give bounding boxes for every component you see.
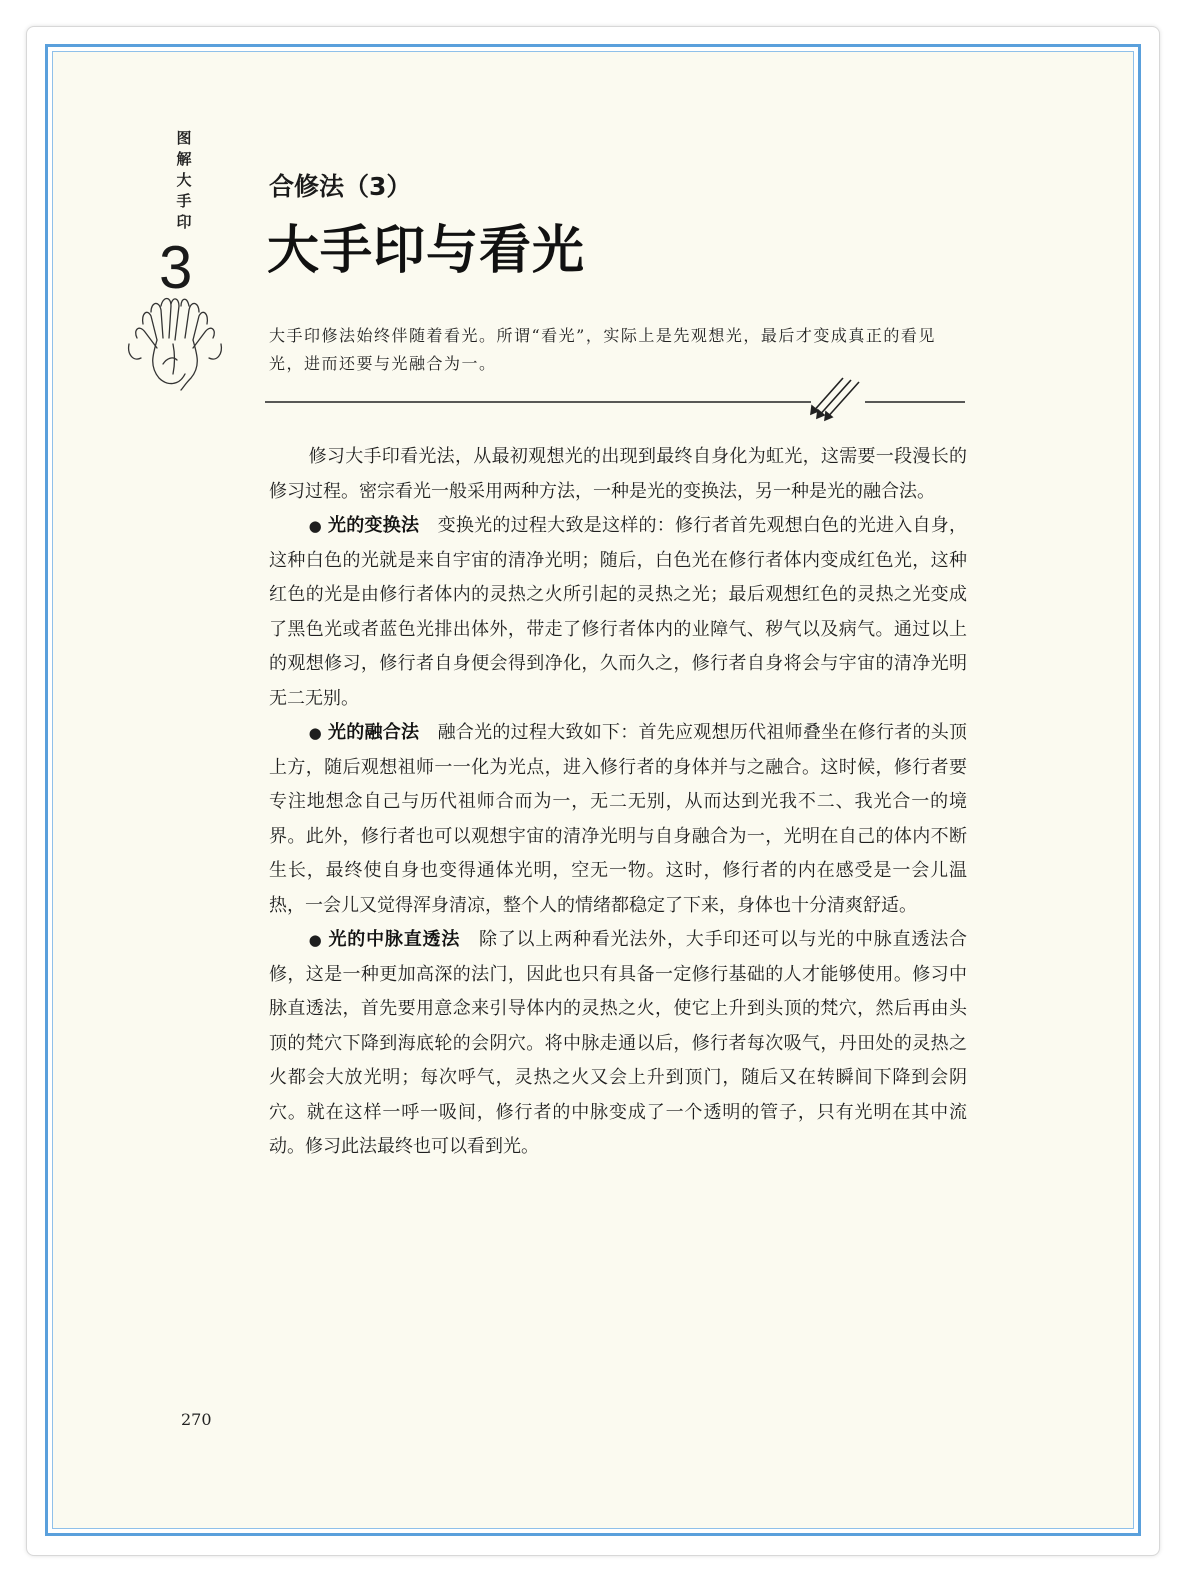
paragraph-light-transformation bbox=[269, 509, 967, 716]
divider-with-arrows bbox=[265, 374, 965, 424]
paragraph-light-fusion bbox=[269, 716, 967, 923]
page-number: 270 bbox=[181, 1410, 212, 1429]
paragraph-text: 融合光的过程大致如下：首先应观想历代祖师叠坐在修行者的头顶上方，随后观想祖师一一化为光点，进入修行者的身体并与之融合。这时候，修行者要专注地想念自己与历代祖师合而为一，无二无别，从而达到光我不二、我光合一的境界。此外，修行者也可以观想宇宙的清净光明与自身融合为一，光明在自己的体内不断生长，最终使自身也变得通体光明，空无一物。这时，修行者的内在感受是一会儿温热，一会儿又觉得浑身清凉，整个人的情绪都稳定了下来，身体也十分清爽舒适。 bbox=[269, 722, 968, 916]
intro-text: 大手印修法始终伴随着看光。所谓“看光”，实际上是先观想光，最后才变成真正的看见光，进而还要与光融合为一。 bbox=[269, 326, 936, 373]
subheading: 光的中脉直透法 bbox=[328, 929, 461, 950]
bullet-icon: ● bbox=[308, 517, 322, 535]
paragraph-central-channel bbox=[269, 923, 967, 1165]
page-frame bbox=[45, 44, 1141, 1536]
book-title-vertical: 图解大手印 bbox=[176, 129, 192, 231]
paragraph-text: 修习大手印看光法，从最初观想光的出现到最终自身化为虹光，这需要一段漫长的修习过程。密宗看光一般采用两种方法，一种是光的变换法，另一种是光的融合法。 bbox=[269, 446, 967, 502]
page-title: 大手印与看光 bbox=[267, 221, 586, 281]
paragraph-text: 变换光的过程大致是这样的：修行者首先观想白色的光进入自身，这种白色的光就是来自宇宙的清净光明；随后，白色光在修行者体内变成红色光，这种红色的光是由修行者体内的灵热之火所引起的灵热之光；最后观想红色的灵热之光变成了黑色光或者蓝色光排出体外，带走了修行者体内的业障气、秽气以及病气。通过以上的观想修习，修行者自身便会得到净化，久而久之，修行者自身将会与宇宙的清净光明无二无别。 bbox=[269, 515, 968, 709]
subheading: 光的变换法 bbox=[327, 515, 420, 536]
subheading: 光的融合法 bbox=[327, 722, 420, 743]
body-text bbox=[269, 440, 967, 1165]
section-label: 合修法（3） bbox=[269, 172, 412, 201]
praying-hands-illustration bbox=[123, 294, 227, 392]
paragraph-text: 除了以上两种看光法外，大手印还可以与光的中脉直透法合修，这是一种更加高深的法门，因此也只有具备一定修行基础的人才能够使用。修习中脉直透法，首先要用意念来引导体内的灵热之火，使它上升到头顶的梵穴，然后再由头顶的梵穴下降到海底轮的会阴穴。将中脉走通以后，修行者每次吸气，丹田处的灵热之火都会大放光明；每次呼气，灵热之火又会上升到顶门，随后又在转瞬间下降到会阴穴。就在这样一呼一吸间，修行者的中脉变成了一个透明的管子，只有光明在其中流动。修习此法最终也可以看到光。 bbox=[269, 929, 968, 1157]
book-page bbox=[52, 51, 1134, 1529]
paragraph-intro bbox=[269, 440, 967, 509]
chapter-number: 3 bbox=[159, 234, 193, 301]
bullet-icon: ● bbox=[308, 724, 322, 742]
bullet-icon: ● bbox=[308, 931, 323, 949]
